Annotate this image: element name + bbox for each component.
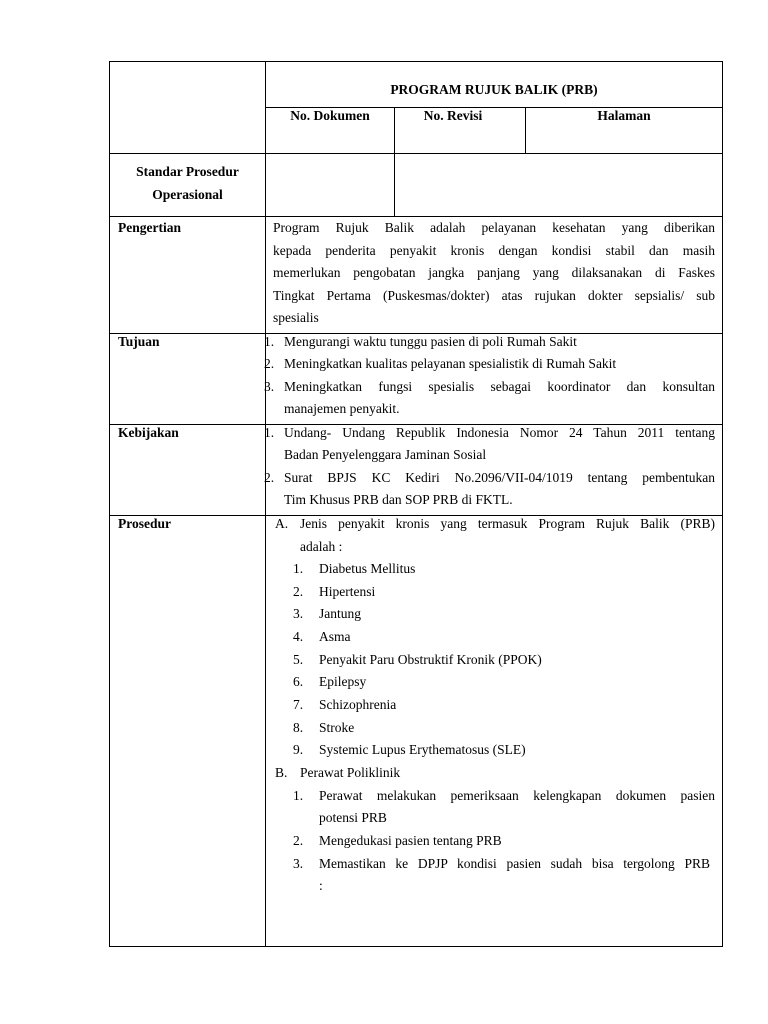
tujuan-item-text: Meningkatkan fungsi spesialis sebagai koordinator dan konsultan bbox=[284, 379, 715, 394]
step-number: 3. bbox=[293, 856, 304, 871]
step-number: 2. bbox=[293, 833, 304, 848]
kebijakan-item-number: 1. bbox=[264, 425, 275, 440]
border-top bbox=[109, 61, 723, 62]
step-text: Mengedukasi pasien tentang PRB bbox=[319, 833, 502, 848]
tujuan-item-text: manajemen penyakit. bbox=[284, 401, 400, 416]
step-text: Perawat melakukan pemeriksaan kelengkapan dokumen pasien bbox=[319, 788, 715, 803]
kebijakan-item-text: Surat BPJS KC Kediri No.2096/VII-04/1019 tentang pembentukan bbox=[284, 470, 715, 485]
pengertian-label: Pengertian bbox=[118, 220, 181, 235]
border-right bbox=[722, 61, 723, 947]
prosedur-label: Prosedur bbox=[118, 516, 171, 531]
disease-item: Penyakit Paru Obstruktif Kronik (PPOK) bbox=[319, 652, 542, 667]
disease-number: 4. bbox=[293, 629, 304, 644]
section-b-letter: B. bbox=[275, 765, 288, 780]
document-title: PROGRAM RUJUK BALIK (PRB) bbox=[390, 82, 598, 97]
disease-item: Hipertensi bbox=[319, 584, 376, 599]
disease-number: 2. bbox=[293, 584, 304, 599]
disease-item: Asma bbox=[319, 629, 351, 644]
disease-number: 7. bbox=[293, 697, 304, 712]
border-header-bottom bbox=[109, 153, 723, 154]
tujuan-item-text: Meningkatkan kualitas pelayanan spesialistik di Rumah Sakit bbox=[284, 356, 617, 371]
disease-item: Diabetus Mellitus bbox=[319, 561, 416, 576]
kebijakan-label: Kebijakan bbox=[118, 425, 179, 440]
border-bottom bbox=[109, 946, 723, 947]
pengertian-line: Tingkat Pertama (Puskesmas/dokter) atas rujukan dokter sepsialis/ sub bbox=[273, 288, 715, 303]
section-a-title: adalah : bbox=[300, 539, 343, 554]
tujuan-item-text: Mengurangi waktu tunggu pasien di poli Rumah Sakit bbox=[284, 334, 577, 349]
section-b-title: Perawat Poliklinik bbox=[300, 765, 401, 780]
step-text: : bbox=[319, 878, 323, 893]
disease-item: Jantung bbox=[319, 606, 361, 621]
pengertian-line: kepada penderita penyakit kronis dengan kondisi stabil dan masih bbox=[273, 243, 715, 258]
disease-number: 8. bbox=[293, 720, 304, 735]
sop-label-line1: Standar Prosedur bbox=[136, 164, 239, 179]
sop-label-line2: Operasional bbox=[152, 187, 223, 202]
disease-number: 1. bbox=[293, 561, 304, 576]
pengertian-line: spesialis bbox=[273, 310, 319, 325]
section-a-letter: A. bbox=[275, 516, 289, 531]
kebijakan-item-text: Undang- Undang Republik Indonesia Nomor 24 Tahun 2011 tentang bbox=[284, 425, 715, 440]
kebijakan-item-text: Tim Khusus PRB dan SOP PRB di FKTL. bbox=[284, 492, 513, 507]
tujuan-label: Tujuan bbox=[118, 334, 160, 349]
disease-number: 3. bbox=[293, 606, 304, 621]
step-text: potensi PRB bbox=[319, 810, 387, 825]
tujuan-item-number: 2. bbox=[264, 356, 275, 371]
border-label-divider bbox=[265, 61, 266, 947]
col-halaman-label: Halaman bbox=[597, 108, 651, 123]
step-text: Memastikan ke DPJP kondisi pasien sudah bisa tergolong PRB bbox=[319, 856, 710, 871]
disease-number: 6. bbox=[293, 674, 304, 689]
disease-number: 9. bbox=[293, 742, 304, 757]
kebijakan-item-text: Badan Penyelenggara Jaminan Sosial bbox=[284, 447, 487, 462]
pengertian-line: memerlukan pengobatan jangka panjang yang dilaksanakan di Faskes bbox=[273, 265, 715, 280]
step-number: 1. bbox=[293, 788, 304, 803]
tujuan-item-number: 1. bbox=[264, 334, 275, 349]
col-dokumen-label: No. Dokumen bbox=[290, 108, 370, 123]
section-a-title: Jenis penyakit kronis yang termasuk Program Rujuk Balik (PRB) bbox=[300, 516, 715, 531]
disease-item: Stroke bbox=[319, 720, 355, 735]
disease-item: Schizophrenia bbox=[319, 697, 397, 712]
col-revisi-label: No. Revisi bbox=[423, 108, 483, 123]
disease-item: Systemic Lupus Erythematosus (SLE) bbox=[319, 742, 526, 757]
kebijakan-item-number: 2. bbox=[264, 470, 275, 485]
tujuan-item-number: 3. bbox=[264, 379, 275, 394]
disease-item: Epilepsy bbox=[319, 674, 367, 689]
pengertian-line: Program Rujuk Balik adalah pelayanan kesehatan yang diberikan bbox=[273, 220, 715, 235]
disease-number: 5. bbox=[293, 652, 304, 667]
